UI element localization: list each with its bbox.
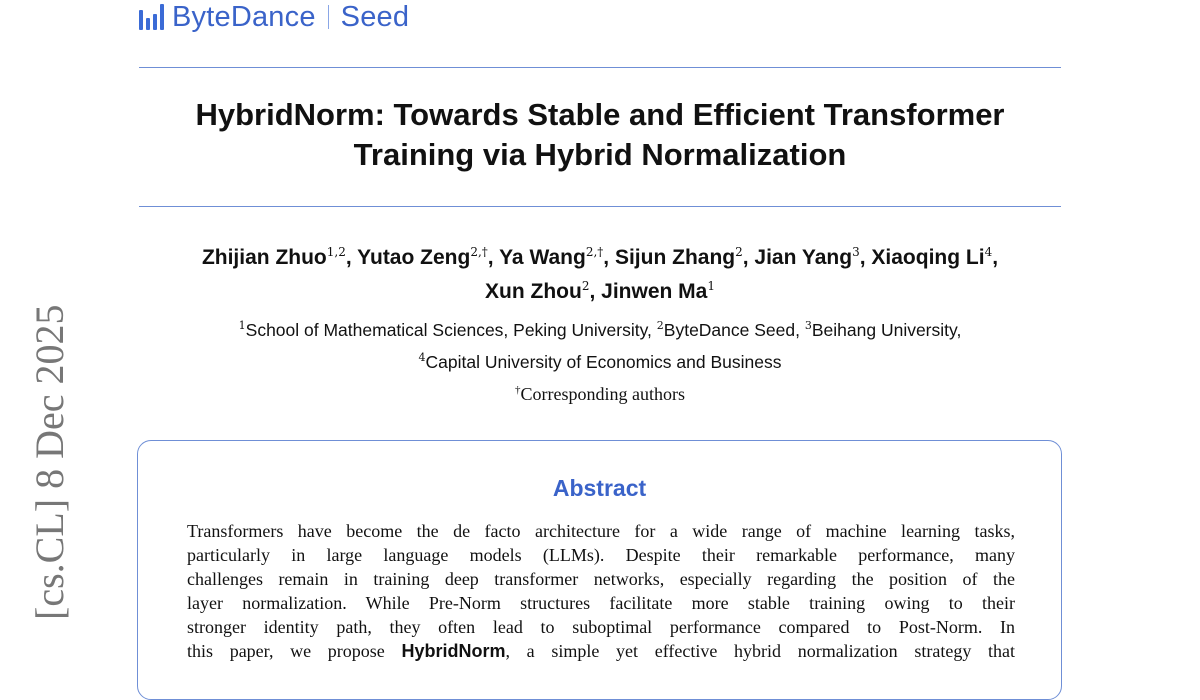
author: Jinwen Ma$^1$ — [601, 279, 715, 303]
author: Xun Zhou$^2$, — [485, 279, 602, 303]
abstract-line: challenges remain in training deep transformer networks, especially regarding the position of the — [187, 569, 1015, 589]
brand-seed: Seed — [340, 0, 410, 33]
abstract-body — [187, 519, 1015, 663]
author: Jian Yang$^3$, — [754, 245, 872, 269]
author: Xiaoqing Li$^4$, — [871, 245, 999, 269]
affiliations — [120, 312, 1080, 376]
affiliation-line-1 — [120, 312, 1080, 344]
abstract-line: layer normalization. While Pre-Norm structures facilitate more stable training owing to their — [187, 593, 1015, 613]
affiliation-line-2 — [120, 344, 1080, 376]
author: Sijun Zhang$^2$, — [614, 245, 755, 269]
title-line-1: HybridNorm: Towards Stable and Efficient Transformer — [195, 97, 1005, 132]
affiliation: $^2$ByteDance Seed, — [656, 319, 805, 340]
affiliation: $^4$Capital University of Economics and Business — [418, 350, 782, 372]
author: Zhijian Zhuo$^{1,2}$, — [201, 245, 358, 269]
bytedance-seed-logo — [139, 0, 409, 34]
author-line-2 — [120, 272, 1080, 306]
abstract-line: this paper, we propose HybridNorm, a simple yet effective hybrid normalization strategy that — [187, 641, 1015, 661]
author: Yutao Zeng$^{2,\dagger}$, — [357, 245, 500, 269]
author-line-1 — [120, 238, 1080, 272]
abstract-line: Transformers have become the de facto architecture for a wide range of machine learning tasks, — [187, 521, 1015, 541]
abstract-line: particularly in large language models (LLMs). Despite their remarkable performance, many — [187, 545, 1015, 565]
corresponding-note: †Corresponding authors — [515, 384, 685, 404]
paper-title — [139, 95, 1061, 175]
top-rule — [139, 67, 1061, 68]
author: Ya Wang$^{2,\dagger}$, — [499, 245, 615, 269]
arxiv-side-stamp: [cs.CL] 8 Dec 2025 — [27, 304, 72, 620]
author-list — [120, 238, 1080, 306]
abstract-line: stronger identity path, they often lead to suboptimal performance compared to Post-Norm. In — [187, 617, 1015, 637]
title-line-2: Training via Hybrid Normalization — [353, 137, 847, 172]
affiliation: $^1$School of Mathematical Sciences, Peking University, — [238, 319, 657, 340]
abstract-box — [137, 440, 1062, 700]
abstract-heading: Abstract — [552, 475, 647, 501]
method-name: HybridNorm — [401, 641, 506, 661]
title-rule — [139, 206, 1061, 207]
affiliation: $^3$Beihang University, — [804, 319, 962, 340]
brand-divider — [328, 5, 329, 29]
bar-chart-logo-icon — [139, 4, 164, 30]
brand-bytedance: ByteDance — [172, 0, 316, 33]
